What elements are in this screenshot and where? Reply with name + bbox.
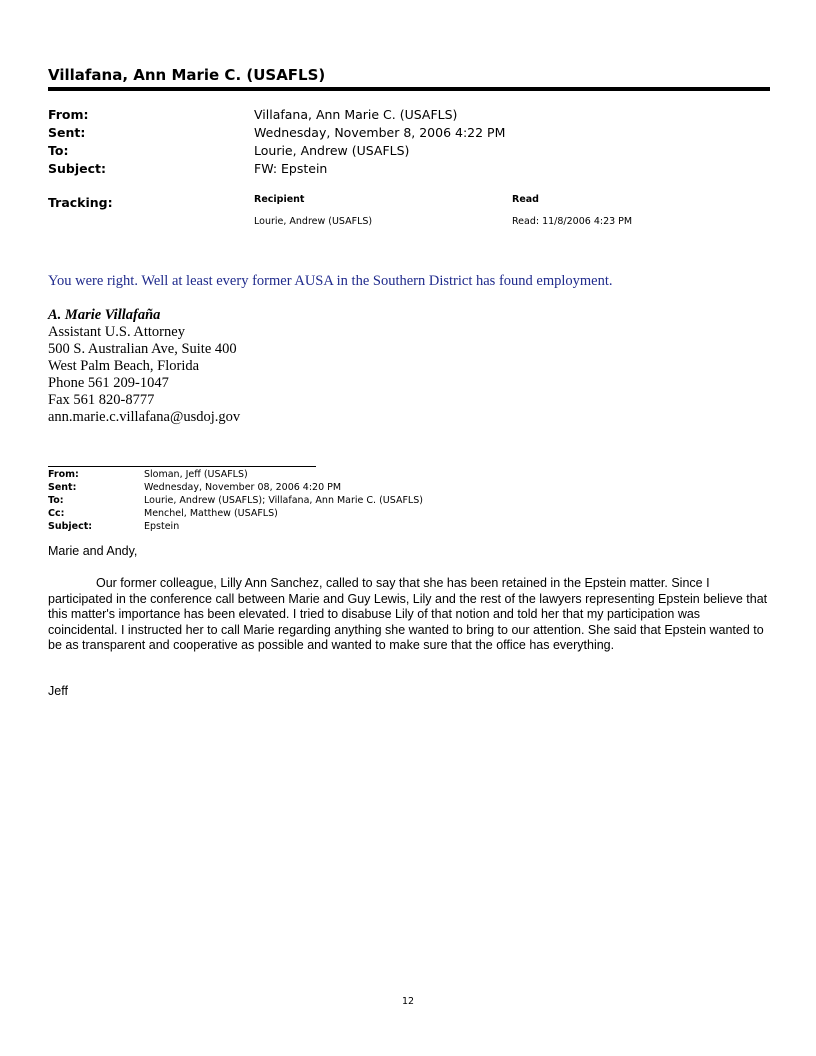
forward-from-value: Sloman, Jeff (USAFLS) [144, 469, 248, 480]
forward-to-label: To: [48, 495, 64, 506]
forward-cc-value: Menchel, Matthew (USAFLS) [144, 508, 278, 519]
header-from-value: Villafana, Ann Marie C. (USAFLS) [254, 107, 458, 122]
tracking-read-header: Read [512, 194, 539, 205]
signature-email: ann.marie.c.villafana@usdoj.gov [48, 409, 241, 425]
title-rule [48, 87, 770, 91]
forward-paragraph: Our former colleague, Lilly Ann Sanchez, called to say that she has been retained in the Epstein matter. Since I participated in the conference call between Marie and Guy Lewis, Lily and the rest of the lawyers representing Epstein believe that this matter's importance has been elevated. I tried to disabuse Lily of that notion and told her that my participation was coincidental. I instructed her to call Marie regarding anything she wanted to bring to our attention. She said that Epstein wanted to be as transparent and cooperative as possible and wanted to make sure that the office has everything. [48, 576, 768, 652]
signature-title: Assistant U.S. Attorney [48, 324, 185, 340]
header-sent-value: Wednesday, November 8, 2006 4:22 PM [254, 125, 506, 140]
signature-address1: 500 S. Australian Ave, Suite 400 [48, 341, 237, 357]
forward-sent-label: Sent: [48, 482, 77, 493]
document-title: Villafana, Ann Marie C. (USAFLS) [48, 66, 326, 84]
forward-signoff: Jeff [48, 684, 68, 698]
tracking-read-cell: Read: 11/8/2006 4:23 PM [512, 216, 633, 227]
signature-phone: Phone 561 209-1047 [48, 375, 169, 391]
email-body: You were right. Well at least every former AUSA in the Southern District has found employment. [48, 273, 613, 289]
forward-separator [48, 466, 316, 467]
forward-to-value: Lourie, Andrew (USAFLS); Villafana, Ann Marie C. (USAFLS) [144, 495, 423, 506]
signature-block [48, 307, 240, 426]
page-number: 12 [401, 996, 415, 1007]
tracking-recipient-cell: Lourie, Andrew (USAFLS) [254, 216, 373, 227]
header-subject-label: Subject: [48, 161, 106, 176]
tracking-label: Tracking: [48, 195, 113, 210]
forward-sent-value: Wednesday, November 08, 2006 4:20 PM [144, 482, 342, 493]
signature-name: A. Marie Villafaña [48, 307, 161, 323]
header-subject-value: FW: Epstein [254, 161, 328, 176]
header-sent-label: Sent: [48, 125, 86, 140]
forward-greeting: Marie and Andy, [48, 544, 138, 558]
tracking-recipient-header: Recipient [254, 194, 305, 205]
header-to-value: Lourie, Andrew (USAFLS) [254, 143, 410, 158]
signature-address2: West Palm Beach, Florida [48, 358, 200, 374]
forward-from-label: From: [48, 469, 79, 480]
header-from-label: From: [48, 107, 89, 122]
signature-fax: Fax 561 820-8777 [48, 392, 155, 408]
header-to-label: To: [48, 143, 69, 158]
forward-cc-label: Cc: [48, 508, 65, 519]
forward-subject-label: Subject: [48, 521, 93, 532]
forward-subject-value: Epstein [144, 521, 180, 532]
